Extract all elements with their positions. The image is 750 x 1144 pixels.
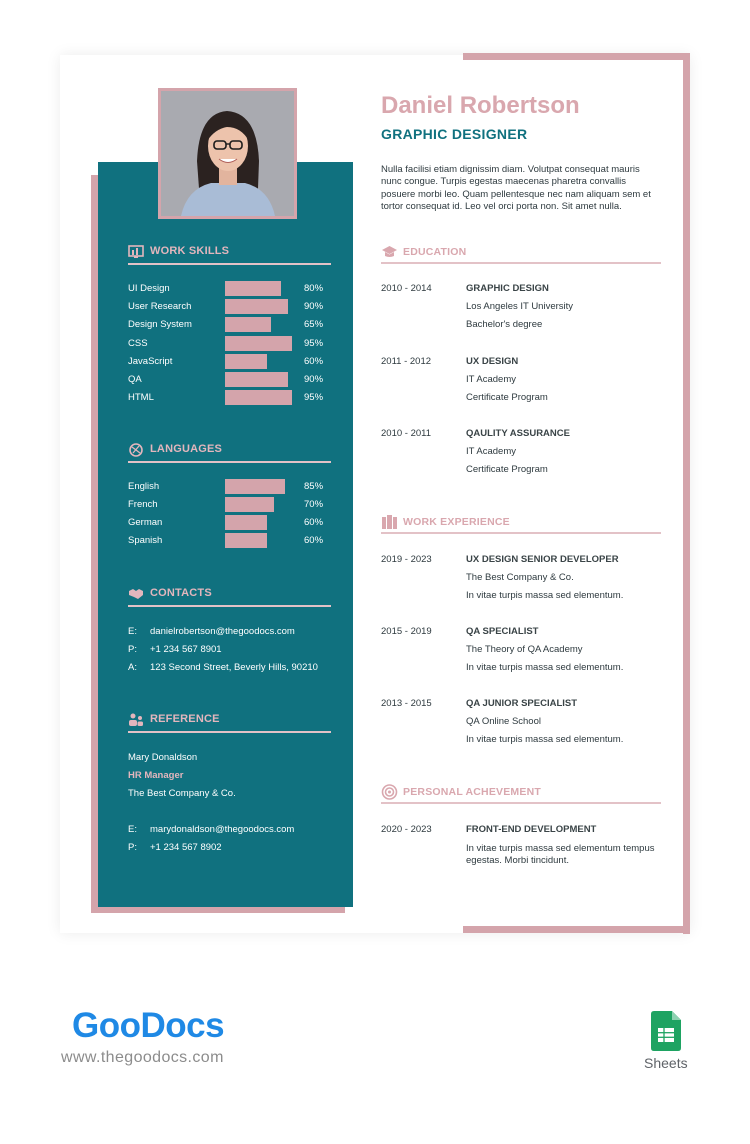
skill-name: UI Design	[128, 283, 170, 294]
achievement-heading	[381, 784, 661, 804]
reference-heading	[128, 711, 331, 733]
section-title: LANGUAGES	[150, 443, 223, 455]
entry-title: QA JUNIOR SPECIALIST	[466, 698, 578, 709]
skill-name: Spanish	[128, 535, 163, 546]
skill-level-bar	[225, 390, 292, 405]
section-title: CONTACTS	[150, 587, 212, 599]
section-title: WORK EXPERIENCE	[403, 516, 510, 528]
entry-years: 2010 - 2011	[381, 428, 432, 439]
entry-detail: Certificate Program	[466, 391, 548, 403]
entry-title: UX DESIGN	[466, 355, 519, 367]
contact-address: 123 Second Street, Beverly Hills, 90210	[150, 662, 318, 673]
skill-percent: 80%	[304, 283, 324, 294]
phone-key: P:	[128, 842, 137, 853]
reference-name: Mary Donaldson	[128, 752, 198, 763]
section-title: PERSONAL ACHEVEMENT	[403, 786, 541, 798]
candidate-role: GRAPHIC DESIGNER	[381, 126, 528, 142]
profile-photo	[158, 88, 297, 219]
skill-name: QA	[128, 374, 142, 385]
education-heading	[381, 244, 661, 264]
skill-percent: 95%	[304, 337, 324, 349]
email-key: E:	[128, 824, 137, 835]
skill-row	[128, 515, 328, 531]
reference-role: HR Manager	[128, 770, 184, 781]
decorative-border-bottom	[463, 926, 690, 933]
section-title: REFERENCE	[150, 713, 220, 725]
skill-percent: 60%	[304, 517, 324, 528]
languages-icon	[128, 442, 144, 457]
reference-phone[interactable]: +1 234 567 8902	[150, 842, 222, 853]
entry-years: 2015 - 2019	[381, 626, 432, 637]
skill-row	[128, 299, 328, 315]
entry-description: In vitae turpis massa sed elementum tempus egestas. Morbi tincidunt.	[466, 843, 655, 867]
skill-percent: 70%	[304, 499, 324, 510]
skill-name: English	[128, 481, 160, 492]
people-icon	[128, 712, 144, 727]
entry-title: UX DESIGN SENIOR DEVELOPER	[466, 554, 619, 565]
skill-name: User Research	[128, 301, 192, 313]
entry-years: 2010 - 2014	[381, 283, 432, 294]
entry-organization: IT Academy	[466, 446, 516, 457]
skill-percent: 60%	[304, 535, 324, 546]
reference-email[interactable]: marydonaldson@thegoodocs.com	[150, 824, 295, 835]
handshake-icon	[128, 586, 144, 601]
address-key: A:	[128, 662, 137, 673]
skill-level-bar	[225, 515, 267, 530]
entry-organization: IT Academy	[466, 373, 516, 385]
skill-name: Design System	[128, 319, 192, 331]
contacts-heading	[128, 585, 331, 607]
skill-level-bar	[225, 479, 285, 494]
skill-percent: 90%	[304, 301, 324, 313]
skill-row	[128, 390, 328, 406]
entry-organization: Los Angeles IT University	[466, 301, 574, 312]
skill-level-bar	[225, 497, 274, 512]
skill-row	[128, 336, 328, 352]
entry-organization: The Theory of QA Academy	[466, 644, 583, 655]
entry-detail: In vitae turpis massa sed elementum.	[466, 590, 624, 601]
work-skills-heading	[128, 243, 331, 265]
contact-email[interactable]: danielrobertson@thegoodocs.com	[150, 626, 295, 637]
skill-percent: 65%	[304, 319, 324, 331]
skill-level-bar	[225, 372, 288, 387]
skill-row	[128, 533, 328, 549]
skill-row	[128, 479, 328, 495]
work-experience-heading	[381, 514, 661, 534]
skill-percent: 90%	[304, 374, 324, 385]
decorative-border-top	[463, 53, 690, 60]
contact-phone[interactable]: +1 234 567 8901	[150, 644, 222, 655]
entry-years: 2020 - 2023	[381, 824, 432, 835]
skill-percent: 85%	[304, 481, 324, 492]
skill-level-bar	[225, 354, 267, 369]
sheets-label: Sheets	[644, 1055, 688, 1071]
skill-level-bar	[225, 336, 292, 351]
email-key: E:	[128, 626, 137, 637]
target-icon	[381, 784, 398, 800]
section-title: EDUCATION	[403, 246, 467, 258]
entry-title: GRAPHIC DESIGN	[466, 283, 549, 294]
entry-years: 2011 - 2012	[381, 355, 432, 367]
google-sheets-icon[interactable]	[651, 1011, 681, 1051]
skill-name: HTML	[128, 392, 154, 404]
graduation-cap-icon	[381, 244, 398, 260]
entry-title: FRONT-END DEVELOPMENT	[466, 824, 597, 835]
skill-row	[128, 497, 328, 513]
briefcase-icon	[381, 514, 398, 530]
entry-organization: QA Online School	[466, 716, 541, 727]
entry-years: 2013 - 2015	[381, 698, 432, 709]
entry-organization: The Best Company & Co.	[466, 572, 574, 583]
goodocs-logo[interactable]: GooDocs	[72, 1006, 225, 1045]
website-url[interactable]: www.thegoodocs.com	[61, 1049, 224, 1066]
decorative-border-right	[683, 53, 690, 934]
section-title: WORK SKILLS	[150, 245, 230, 257]
profile-summary: Nulla facilisi etiam dignissim diam. Volutpat consequat mauris nunc congue. Turpis egestas maecenas pharetra convallis posuere morbi leo. Quam pellentesque nec nam aliquam sem et tortor consequat id. Leo vel orci porta non. Sit amet nulla.	[381, 164, 651, 213]
skill-percent: 60%	[304, 355, 324, 367]
candidate-name: Daniel Robertson	[381, 92, 580, 119]
entry-detail: In vitae turpis massa sed elementum.	[466, 662, 624, 673]
entry-detail: Bachelor's degree	[466, 319, 543, 330]
skill-level-bar	[225, 281, 281, 296]
entry-title: QA SPECIALIST	[466, 626, 539, 637]
entry-detail: Certificate Program	[466, 464, 548, 475]
entry-years: 2019 - 2023	[381, 554, 432, 565]
skill-level-bar	[225, 533, 267, 548]
skill-name: CSS	[128, 337, 148, 349]
skill-name: German	[128, 517, 163, 528]
skill-name: French	[128, 499, 158, 510]
languages-heading	[128, 441, 331, 463]
portrait-image	[161, 91, 294, 216]
skill-percent: 95%	[304, 392, 324, 404]
skill-row	[128, 372, 328, 388]
skill-row	[128, 281, 328, 297]
skill-row	[128, 354, 328, 370]
skill-name: JavaScript	[128, 355, 173, 367]
skills-chart-icon	[128, 244, 144, 259]
entry-detail: In vitae turpis massa sed elementum.	[466, 734, 624, 745]
entry-title: QAULITY ASSURANCE	[466, 428, 570, 439]
skill-row	[128, 317, 328, 333]
phone-key: P:	[128, 644, 137, 655]
skill-level-bar	[225, 317, 271, 332]
reference-company: The Best Company & Co.	[128, 788, 236, 799]
skill-level-bar	[225, 299, 288, 314]
